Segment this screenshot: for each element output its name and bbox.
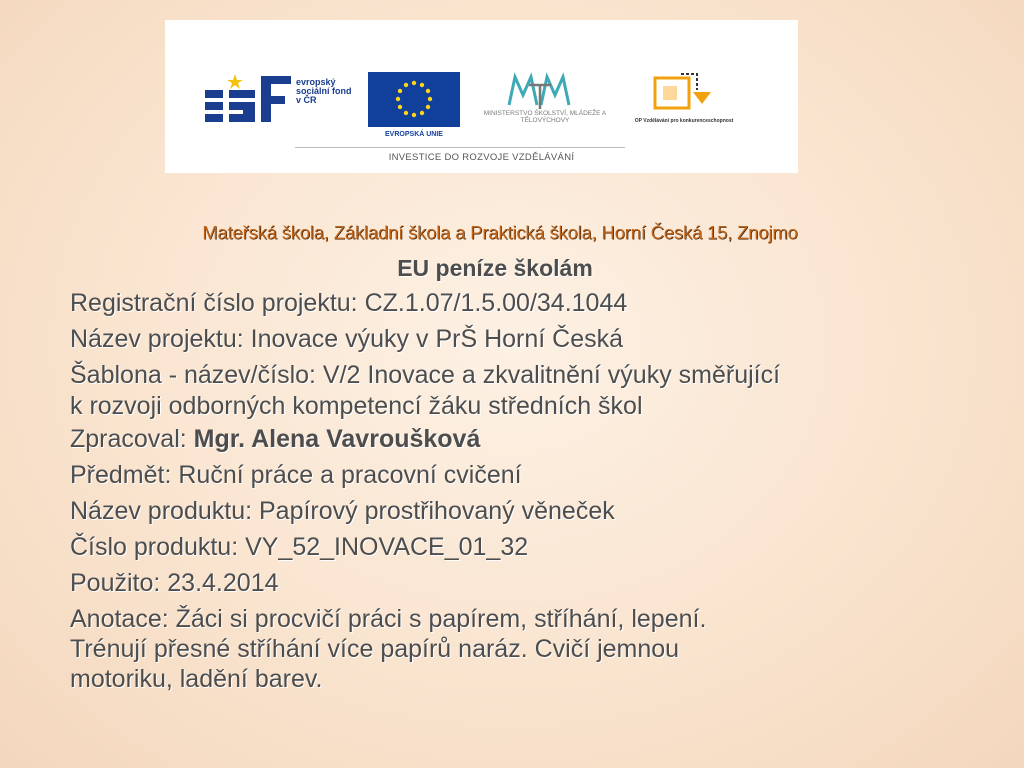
msmt-caption: MINISTERSTVO ŠKOLSTVÍ, MLÁDEŽE A TĚLOVÝCHOVY	[483, 110, 607, 124]
author-name: Mgr. Alena Vavroušková	[193, 425, 481, 453]
school-name: Mateřská škola, Základní škola a Praktická škola, Horní Česká 15, Znojmo	[202, 222, 798, 243]
op-caption: OP Vzdělávání pro konkurenceschopnost	[634, 118, 734, 124]
divider	[295, 147, 625, 148]
author-line	[70, 427, 970, 451]
product-name: Název produktu: Papírový prostřihovaný věneček	[70, 497, 615, 525]
project-name: Název projektu: Inovace výuky v PrŠ Horní Česká	[70, 325, 624, 353]
registration-number: Registrační číslo projektu: CZ.1.07/1.5.00/34.1044	[70, 289, 628, 317]
esf-caption: evropský sociální fond v ČR	[296, 77, 352, 105]
subject-line: Předmět: Ruční práce a pracovní cvičení	[70, 461, 522, 489]
annotation-line-3: motoriku, ladění barev.	[70, 665, 323, 693]
annotation-line-1: Anotace: Žáci si procvičí práci s papírem, stříhání, lepení.	[70, 605, 707, 633]
eu-flag-icon	[368, 72, 460, 127]
used-date: Použito: 23.4.2014	[70, 569, 279, 597]
esf-logo	[205, 72, 295, 124]
template-line-1: Šablona - název/číslo: V/2 Inovace a zkvalitnění výuky směřující	[70, 361, 781, 389]
msmt-logo	[507, 71, 573, 111]
template-line-2: k rozvoji odborných kompetencí žáku středních škol	[70, 392, 643, 420]
op-logo	[653, 72, 713, 118]
annotation-line-2: Trénují přesné stříhání více papírů naráz. Cvičí jemnou	[70, 635, 680, 663]
slide-heading: EU peníze školám	[397, 255, 593, 281]
product-number: Číslo produktu: VY_52_INOVACE_01_32	[70, 533, 529, 561]
logo-banner	[165, 20, 798, 173]
author-label: Zpracoval:	[70, 425, 194, 453]
eu-caption: EVROPSKÁ UNIE	[385, 131, 443, 138]
investice-caption: INVESTICE DO ROZVOJE VZDĚLÁVÁNÍ	[388, 152, 575, 163]
